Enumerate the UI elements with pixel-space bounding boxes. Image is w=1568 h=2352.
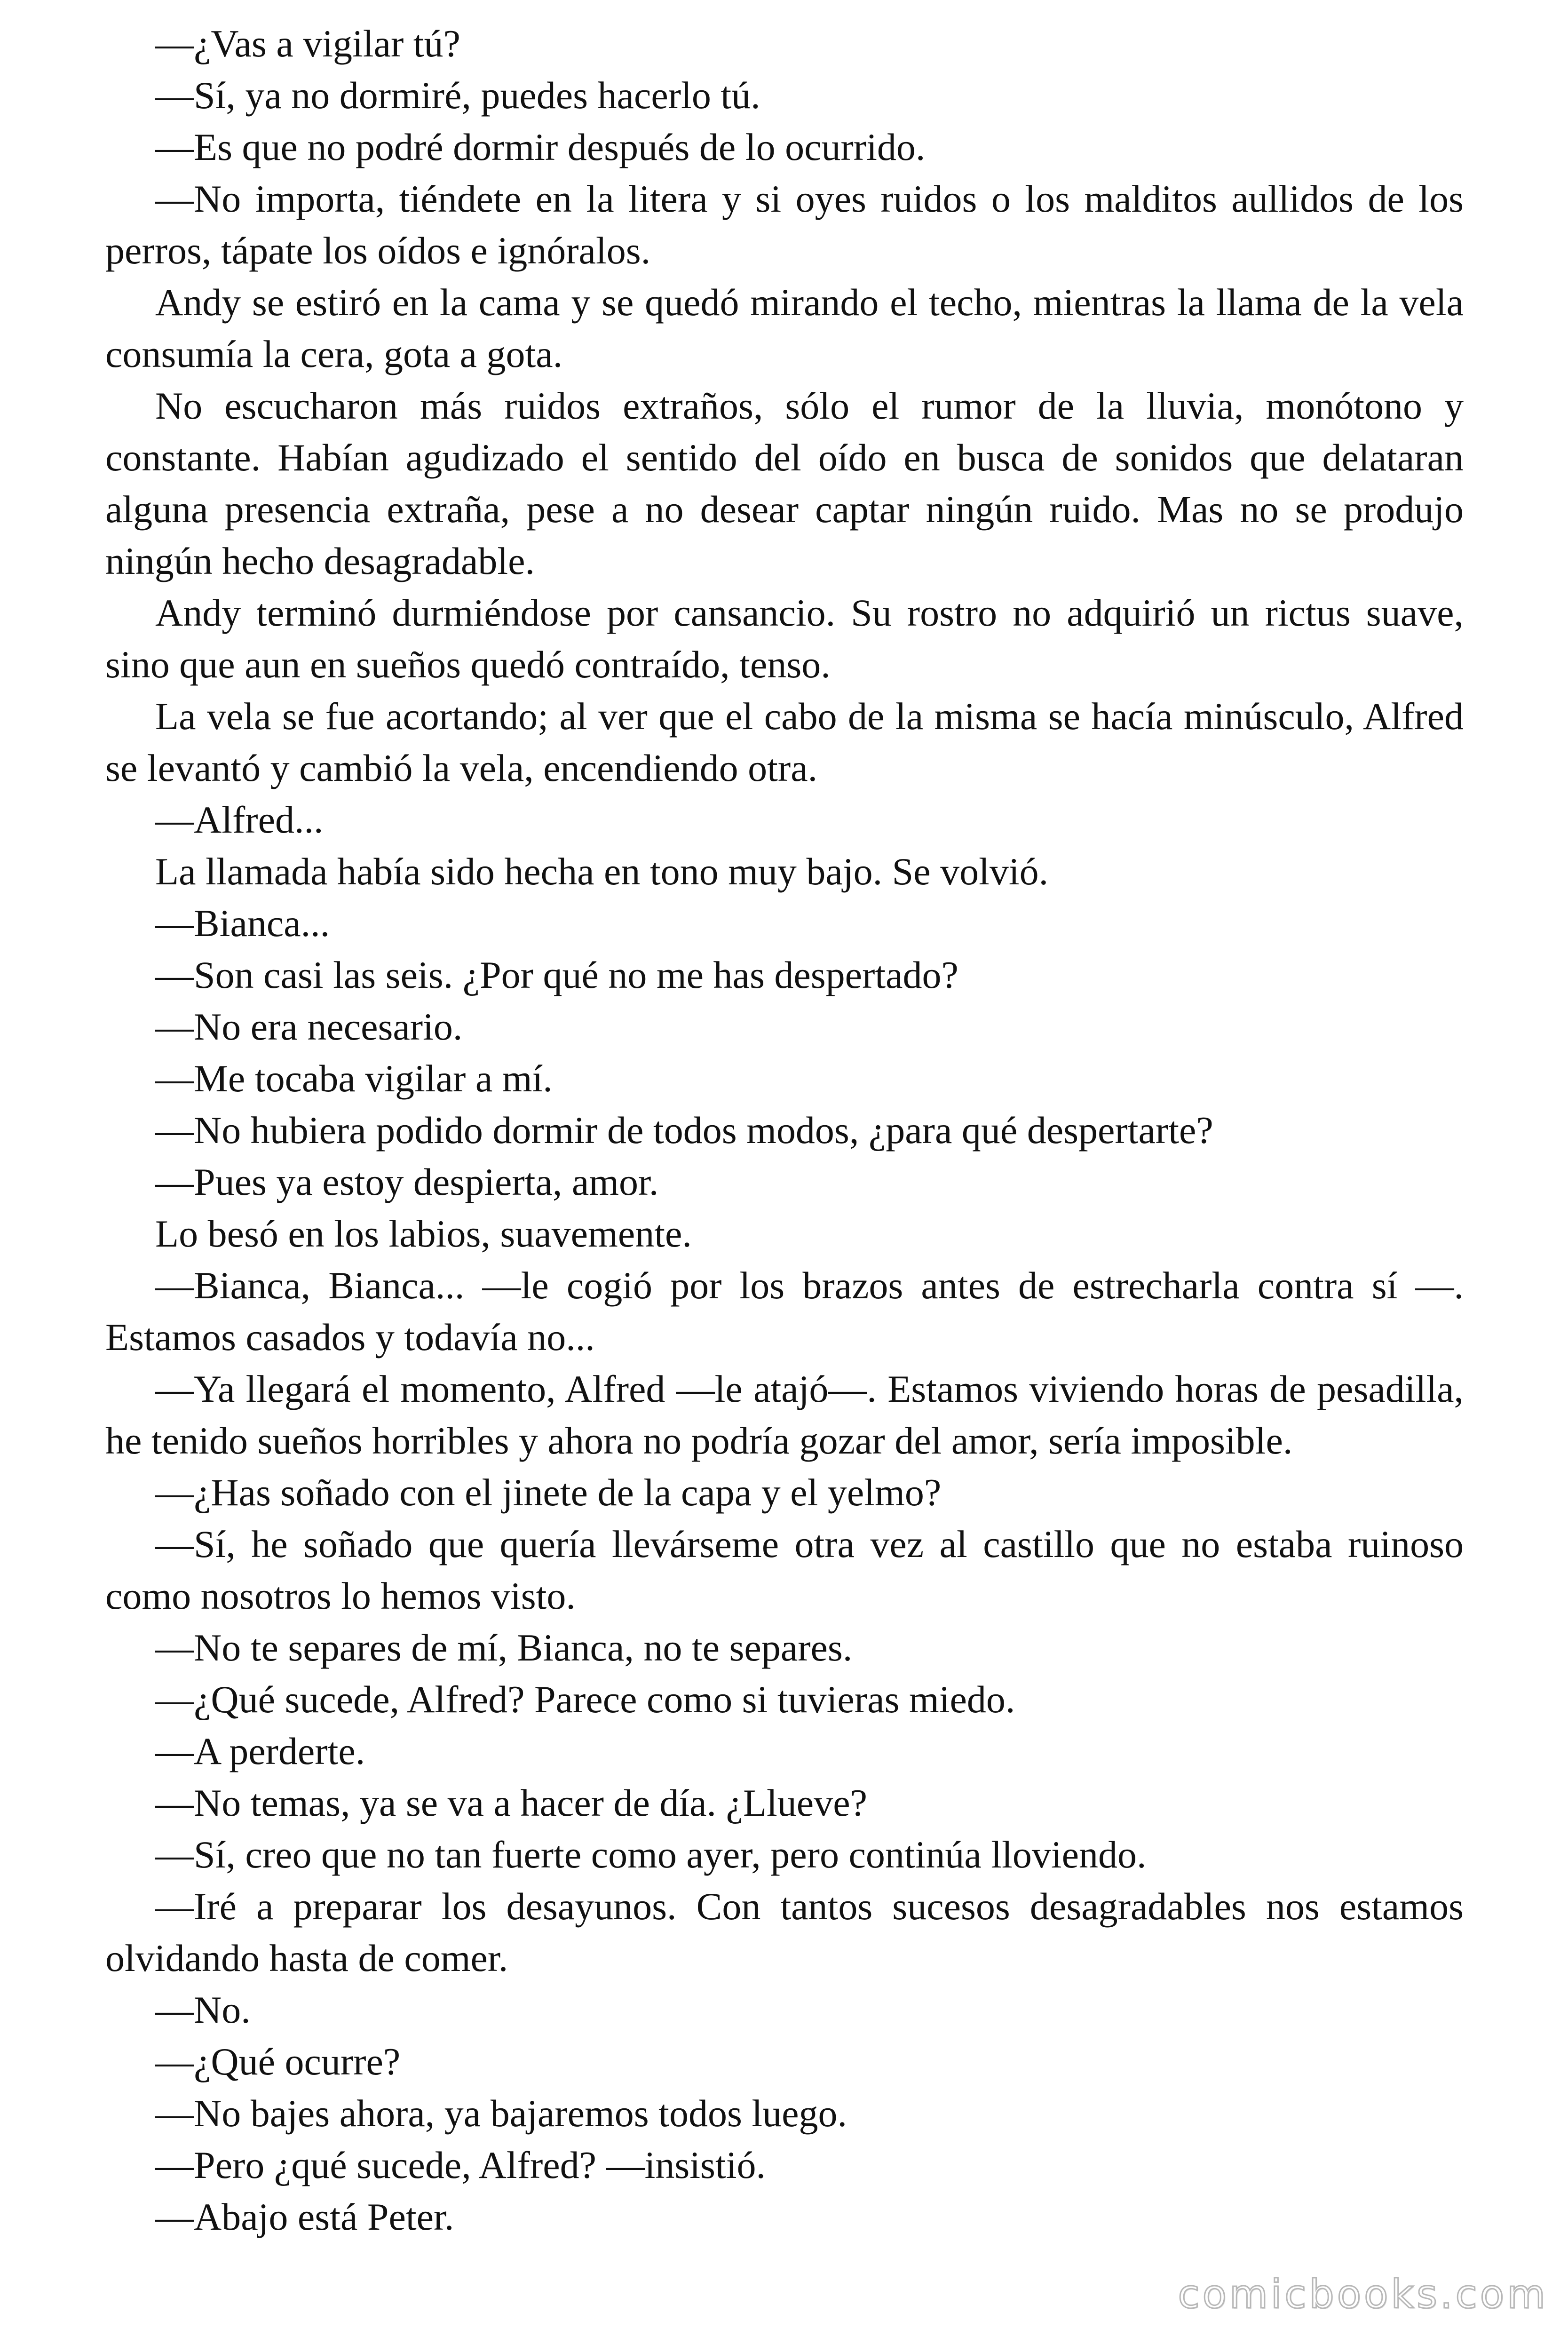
paragraph: —Alfred... xyxy=(155,798,324,841)
paragraph: —Bianca... xyxy=(155,902,330,945)
paragraph: —¿Has soñado con el jinete de la capa y el yelmo? xyxy=(155,1471,942,1514)
paragraph: —No temas, ya se va a hacer de día. ¿Llueve? xyxy=(155,1781,867,1824)
paragraph: —¿Qué ocurre? xyxy=(155,2040,401,2083)
paragraph: —Iré a preparar los desayunos. Con tantos sucesos desagradables nos estamos olvidando hasta de comer. xyxy=(105,1885,1464,1979)
paragraph: —Sí, creo que no tan fuerte como ayer, pero continúa lloviendo. xyxy=(155,1833,1147,1876)
paragraph: —No hubiera podido dormir de todos modos, ¿para qué despertarte? xyxy=(155,1109,1213,1152)
paragraph: —Bianca, Bianca... —le cogió por los brazos antes de estrecharla contra sí —. Estamos casados y todavía no... xyxy=(105,1264,1464,1359)
paragraph: —Son casi las seis. ¿Por qué no me has despertado? xyxy=(155,954,958,996)
paragraph: —No era necesario. xyxy=(155,1005,463,1048)
paragraph: —No bajes ahora, ya bajaremos todos luego. xyxy=(155,2092,847,2135)
body-text xyxy=(105,18,1464,2243)
paragraph: —No te separes de mí, Bianca, no te separes. xyxy=(155,1626,853,1669)
paragraph: —Pues ya estoy despierta, amor. xyxy=(155,1160,659,1203)
watermark: comicbooks.com xyxy=(1178,2271,1548,2317)
paragraph: —No importa, tiéndete en la litera y si oyes ruidos o los malditos aullidos de los perros, tápate los oídos e ignóralos. xyxy=(105,177,1464,272)
paragraph: Andy terminó durmiéndose por cansancio. Su rostro no adquirió un rictus suave, sino que aun en sueños quedó contraído, tenso. xyxy=(105,591,1464,686)
paragraph: —Abajo está Peter. xyxy=(155,2195,454,2238)
paragraph: —Me tocaba vigilar a mí. xyxy=(155,1057,553,1100)
paragraph: —¿Vas a vigilar tú? xyxy=(155,22,460,65)
paragraph: No escucharon más ruidos extraños, sólo el rumor de la lluvia, monótono y constante. Habían agudizado el sentido del oído en busca de sonidos que delataran alguna presencia extraña, pese a no desear captar ningún ruido. Mas no se produjo ningún hecho desagradable. xyxy=(105,384,1464,582)
paragraph: Lo besó en los labios, suavemente. xyxy=(155,1212,692,1255)
paragraph: —Sí, ya no dormiré, puedes hacerlo tú. xyxy=(155,74,760,117)
paragraph: —¿Qué sucede, Alfred? Parece como si tuvieras miedo. xyxy=(155,1678,1015,1721)
paragraph: —Pero ¿qué sucede, Alfred? —insistió. xyxy=(155,2144,766,2186)
paragraph: —Sí, he soñado que quería llevárseme otra vez al castillo que no estaba ruinoso como nosotros lo hemos visto. xyxy=(105,1523,1464,1617)
paragraph: —No. xyxy=(155,1988,251,2031)
paragraph: —Ya llegará el momento, Alfred —le atajó—. Estamos viviendo horas de pesadilla, he tenido sueños horribles y ahora no podría gozar del amor, sería imposible. xyxy=(105,1367,1464,1462)
paragraph: La llamada había sido hecha en tono muy bajo. Se volvió. xyxy=(155,850,1049,893)
paragraph: —A perderte. xyxy=(155,1730,365,1772)
paragraph: La vela se fue acortando; al ver que el cabo de la misma se hacía minúsculo, Alfred se levantó y cambió la vela, encendiendo otra. xyxy=(105,695,1464,789)
paragraph: Andy se estiró en la cama y se quedó mirando el techo, mientras la llama de la vela consumía la cera, gota a gota. xyxy=(105,281,1464,375)
paragraph: —Es que no podré dormir después de lo ocurrido. xyxy=(155,126,926,168)
